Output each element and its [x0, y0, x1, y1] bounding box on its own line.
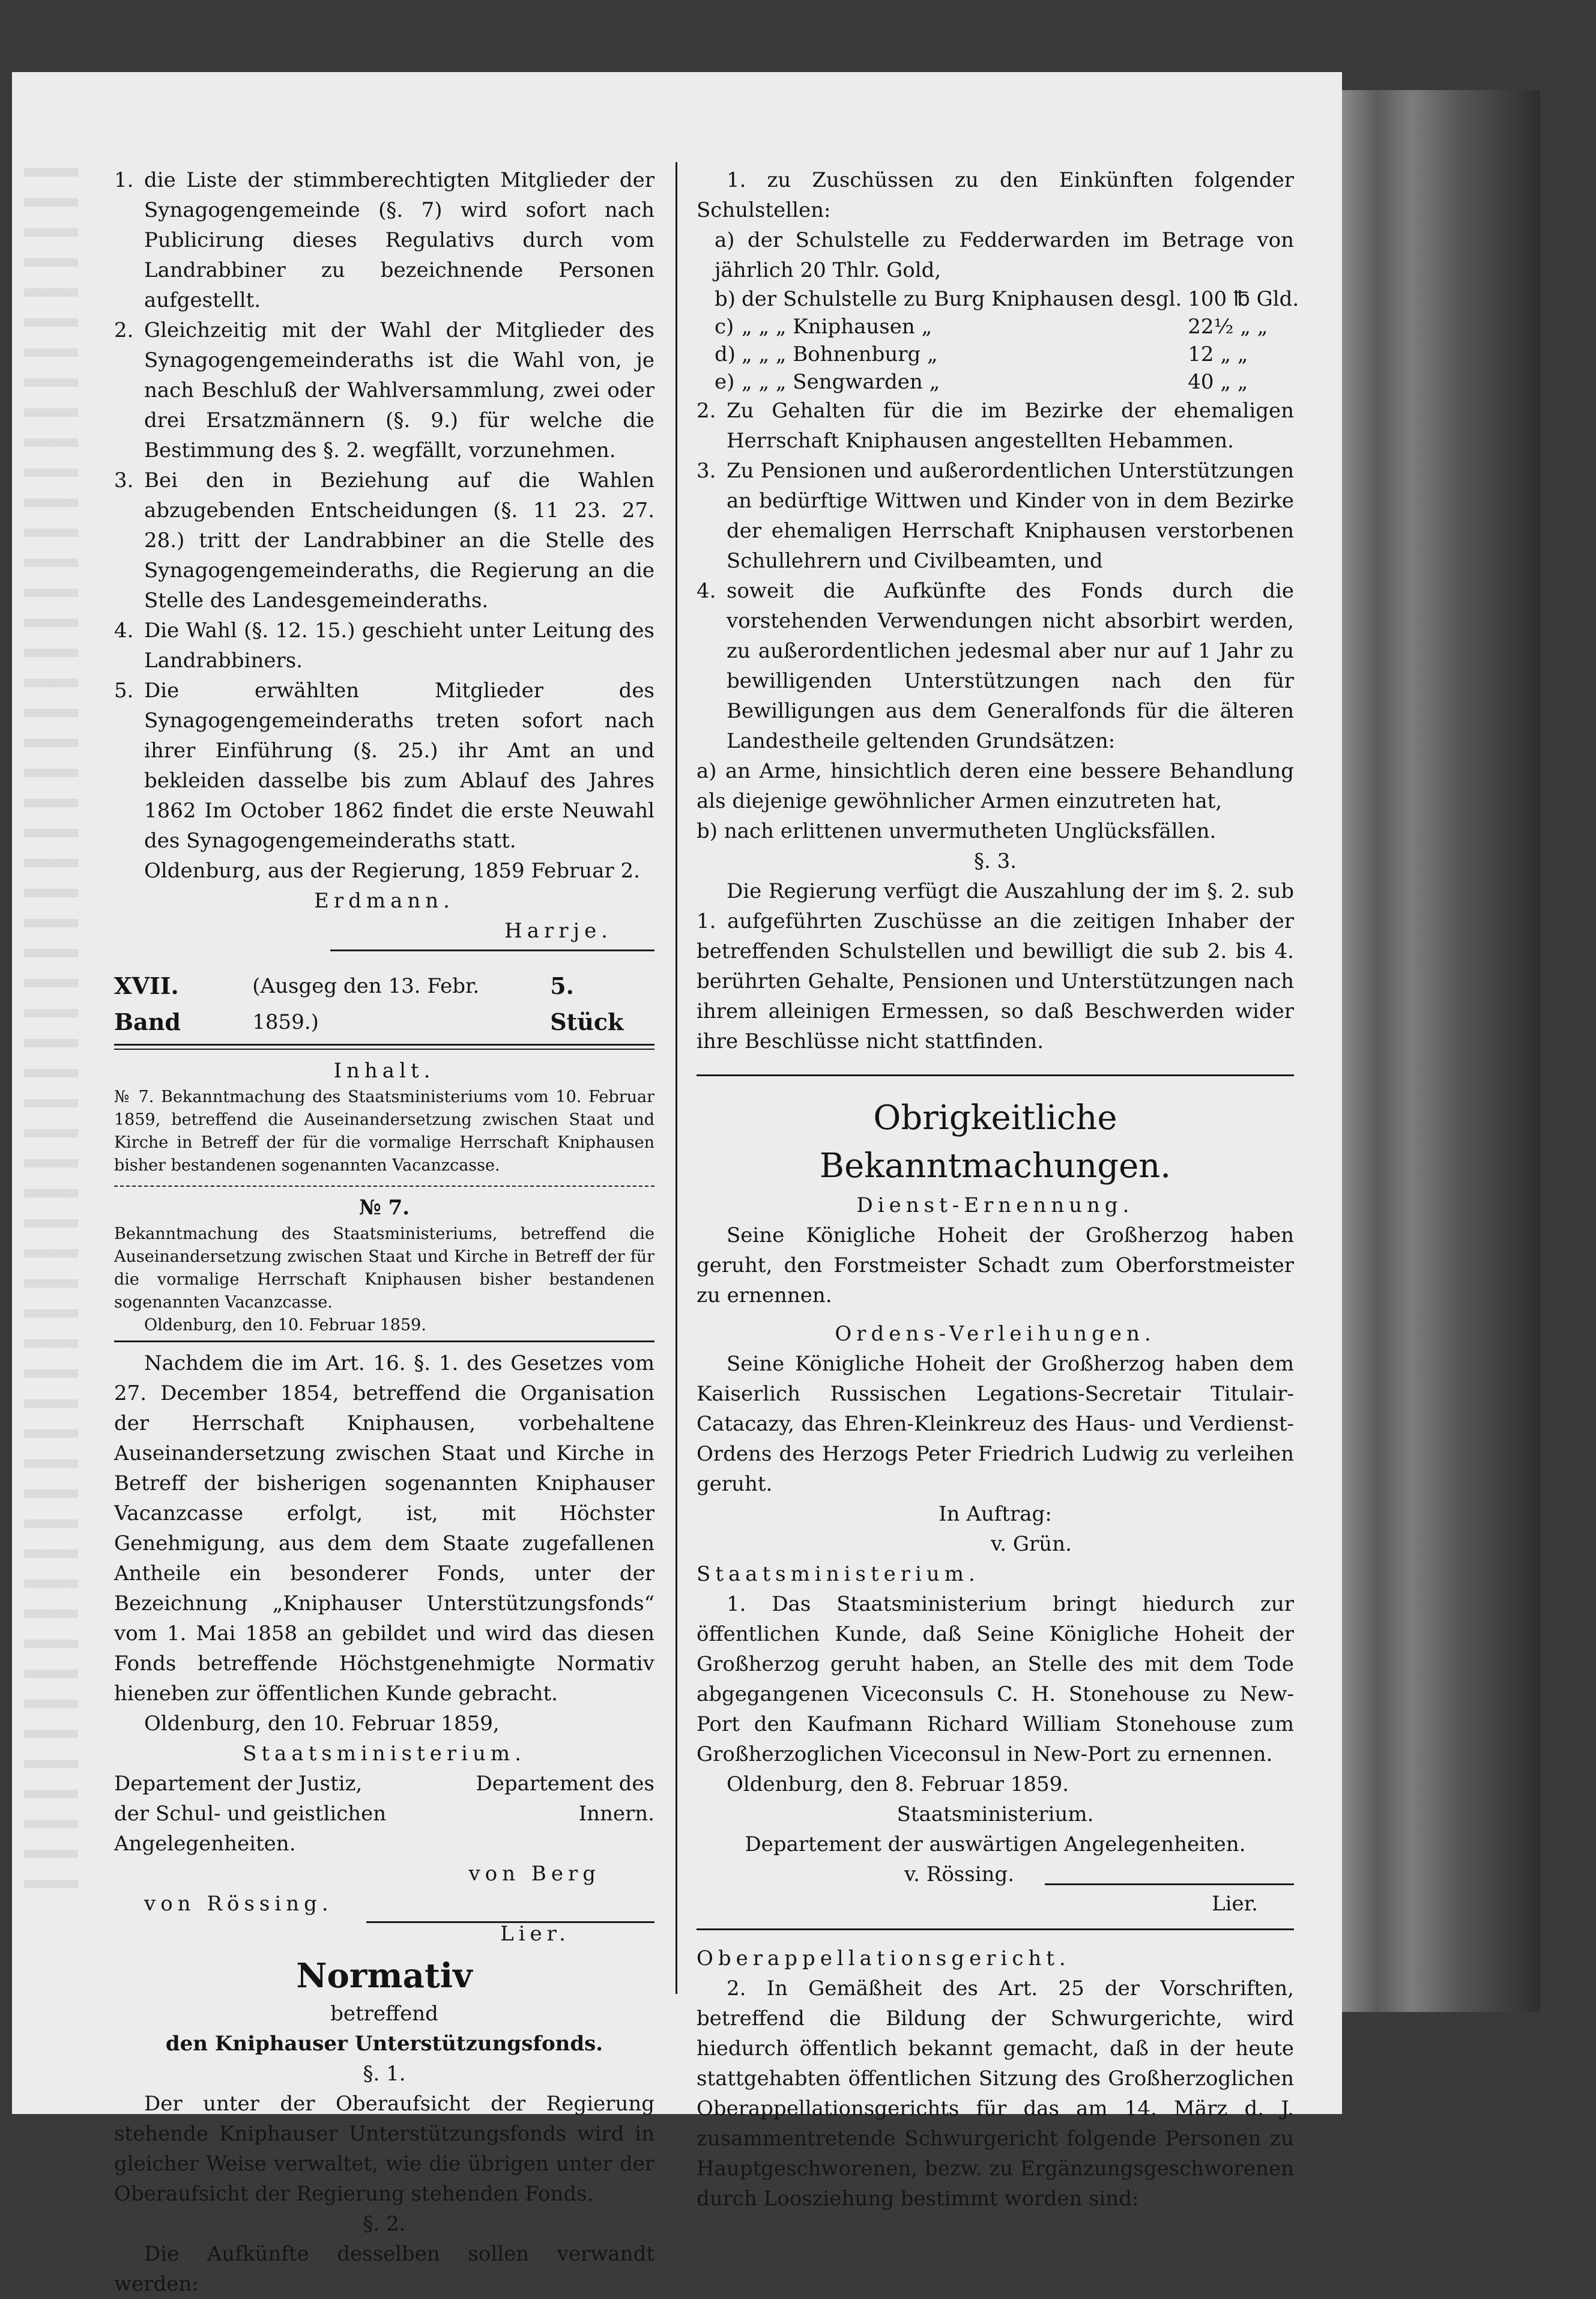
auftrag: In Auftrag: [939, 1502, 1052, 1526]
contents-title: Inhalt. [333, 1059, 435, 1083]
fund-table [715, 285, 1305, 396]
table-row: e) „ „ „ Sengwarden „ 40 „ „ [715, 370, 1248, 394]
section-text: Die Regierung verfügt die Auszahlung der im §. 2. sub 1. aufgeführten Zuschüsse an die zeitigen Inhaber der betreffenden Schulstellen und bewilligt die sub 2. bis 4. berührten Gehalte, Pensionen und Unterstützungen nach ihrem alleinigen Ermessen, so daß Beschwerden wider ihre Beschlüsse nicht stattfinden. [697, 879, 1294, 1053]
list-item: 5. Die erwählten Mitglieder des Synagogengemeinderaths treten sofort nach ihrer Einführung (§. 25.) ihr Amt an und bekleiden dasselbe bis zum Ablauf des Jahres 1862 Im October 1862 findet die erste Neuwahl des Synagogengemeinderaths statt. [114, 679, 654, 853]
list-item: 4. Die Wahl (§. 12. 15.) geschieht unter Leitung des Landrabbiners. [114, 619, 654, 673]
section-text: Der unter der Oberaufsicht der Regierung stehende Kniphauser Unterstützungsfonds wird in gleicher Weise verwaltet, wie die übrigen unter der Oberaufsicht der Regierung stehenden Fonds. [114, 2092, 654, 2206]
subsection-title: Ordens-Verleihungen. [835, 1322, 1156, 1346]
section-text: Die Aufkünfte desselben sollen verwandt werden: [114, 2242, 654, 2296]
section-heading: §. 2. [363, 2212, 406, 2236]
signature: von Berg [468, 1862, 600, 1886]
ministry-name: Staatsministerium. [896, 1802, 1094, 1826]
table-row: b) der Schulstelle zu Burg Kniphausen desgl. 100 ℔ Gld. [715, 287, 1299, 311]
list-intro: 1. zu Zuschüssen zu den Einkünften folgender Schulstellen: [697, 168, 1294, 222]
signature: Erdmann. [314, 889, 455, 913]
divider [330, 950, 654, 951]
list-item: 2. Gleichzeitig mit der Wahl der Mitglieder des Synagogengemeinderaths ist die Wahl von, je nach Beschluß der Wahlversammlung, zwei oder drei Ersatzmännern (§. 9.) für welche die Bestimmung des §. 2. wegfällt, vorzunehmen. [114, 318, 654, 462]
signature: Harrje. [504, 919, 612, 943]
subsection-text: Seine Königliche Hoheit der Großherzog haben geruht, den Forstmeister Schadt zum Oberforstmeister zu ernennen. [697, 1223, 1294, 1307]
table-row: d) „ „ „ Bohnenburg „ 12 „ „ [715, 342, 1248, 366]
notice-body-date: Oldenburg, den 10. Februar 1859, [144, 1712, 500, 1736]
departments [114, 1769, 654, 1889]
right-column [697, 165, 1299, 2214]
list-item: a) der Schulstelle zu Fedderwarden im Betrage von jährlich 20 Thlr. Gold, [715, 228, 1294, 282]
divider [697, 1928, 1294, 1930]
department-justice: Departement der Justiz, der Schul- und geistlichen Angelegenheiten. [114, 1772, 387, 1856]
subsection-title: Oberappellationsgericht. [697, 1946, 1071, 1970]
divider [1045, 1883, 1294, 1885]
issue-band: XVII. Band (Ausgeg den 13. Febr. 1859.) 5. Stück [114, 972, 624, 1035]
notice-number: № 7. [358, 1196, 410, 1220]
ministry-name: Staatsministerium. [243, 1742, 526, 1766]
regulation-items [114, 165, 654, 856]
normativ-title: Normativ [296, 1956, 473, 1996]
department: Departement der auswärtigen Angelegenheiten. [745, 1832, 1246, 1856]
divider [114, 1186, 654, 1187]
notice-date: Oldenburg, den 10. Februar 1859. [144, 1316, 426, 1334]
place-date: Oldenburg, aus der Regierung, 1859 Februar 2. [144, 859, 640, 883]
subsection-text: Seine Königliche Hoheit der Großherzog haben dem Kaiserlich Russischen Legations-Secretair Titulair-Catacazy, das Ehren-Kleinkreuz des Haus- und Verdienst-Ordens des Herzogs Peter Friedrich Ludwig zu verleihen geruht. [697, 1352, 1294, 1496]
department-interior: Departement des Innern. [476, 1772, 654, 1826]
subsection-title: Dienst-Ernennung. [856, 1193, 1134, 1217]
list-item: a) an Arme, hinsichtlich deren eine bessere Behandlung als diejenige gewöhnlicher Armen einzutreten hat, [697, 759, 1294, 813]
notice-description: Bekanntmachung des Staatsministeriums, betreffend die Auseinandersetzung zwischen Staat und Kirche in Betreff der für die vormalige Herrschaft Kniphausen bisher bestandenen sogenannten Vacanzcasse. [114, 1225, 654, 1312]
left-column [114, 165, 654, 2299]
section-title: Obrigkeitliche Bekanntmachungen. [819, 1098, 1171, 1186]
section-heading: §. 3. [973, 849, 1017, 873]
normativ-subtitle: den Kniphauser Unterstützungsfonds. [165, 2032, 603, 2056]
divider [697, 1074, 1294, 1076]
notice-body: Nachdem die im Art. 16. §. 1. des Gesetzes vom 27. December 1854, betreffend die Organisation der Herrschaft Kniphausen, vorbehaltene Auseinandersetzung zwischen Staat und Kirche in Betreff der bisherigen sogenannten Kniphauser Vacanzcasse erfolgt, ist, mit Höchster Genehmigung, aus dem dem Staate zugefallenen Antheile ein besonderer Fonds, unter der Bezeichnung „Kniphauser Unterstützungsfonds“ vom 1. Mai 1858 an gebildet und wird das diesen Fonds betreffende Höchstgenehmigte Normativ hieneben zur öffentlichen Kunde gebracht. [114, 1351, 654, 1706]
list-item: b) nach erlittenen unvermutheten Unglücksfällen. [697, 819, 1217, 843]
contents-text: № 7. Bekanntmachung des Staatsministeriums vom 10. Februar 1859, betreffend die Auseinandersetzung zwischen Staat und Kirche in Betreff der für die vormalige Herrschaft Kniphausen bisher bestandenen sogenannten Vacanzcasse. [114, 1088, 654, 1175]
signature: von Rössing. [144, 1892, 333, 1916]
normativ-betreffend: betreffend [330, 2002, 438, 2026]
column-rule [676, 162, 677, 1994]
signature: v. Rössing. [904, 1862, 1015, 1886]
subsection-text: 1. Das Staatsministerium bringt hiedurch zur öffentlichen Kunde, daß Seine Königliche Hoheit der Großherzog geruht haben, an Stelle des mit dem Tode abgegangenen Viceconsuls C. H. Stonehouse zu New-Port den Kaufmann Richard William Stonehouse zum Großherzoglichen Viceconsul in New-Port zu ernennen. [697, 1592, 1294, 1766]
signature: Lier. [500, 1922, 570, 1946]
list-item: 2. Zu Gehalten für die im Bezirke der ehemaligen Herrschaft Kniphausen angestellten Hebammen. [697, 399, 1294, 453]
table-row: c) „ „ „ Kniphausen „ 22½ „ „ [715, 315, 1268, 339]
list-item: 3. Zu Pensionen und außerordentlichen Unterstützungen an bedürftige Wittwen und Kinder von in dem Bezirke der ehemaligen Herrschaft Kniphausen verstorbenen Schullehrern und Civilbeamten, und [697, 459, 1294, 573]
section-heading: §. 1. [363, 2062, 406, 2086]
divider [114, 1340, 654, 1342]
book-edge [1342, 90, 1540, 2012]
subsection-text: 2. In Gemäßheit des Art. 25 der Vorschriften, betreffend die Bildung der Schwurgerichte, wird hiedurch öffentlich bekannt gemacht, daß in der heute stattgehabten öffentlichen Sitzung des Großherzoglichen Oberappellationsgerichts für das am 14. März d. J. zusammentretende Schwurgericht folgende Personen zu Hauptgeschworenen, bezw. zu Ergänzungsgeschworenen durch Loosziehung bestimmt worden sind: [697, 1976, 1294, 2211]
signature: v. Grün. [991, 1532, 1072, 1556]
list-item: 3. Bei den in Beziehung auf die Wahlen abzugebenden Entscheidungen (§. 11 23. 27. 28.) tritt der Landrabbiner an die Stelle des Synagogengemeinderaths, die Regierung an die Stelle des Landesgemeinderaths. [114, 468, 654, 613]
notice-date: Oldenburg, den 8. Februar 1859. [727, 1772, 1069, 1796]
bleed-through [24, 168, 78, 1910]
subsection-title: Staatsministerium. [697, 1562, 980, 1586]
signature: Lier. [1212, 1892, 1258, 1916]
list-item: 1. die Liste der stimmberechtigten Mitglieder der Synagogengemeinde (§. 7) wird sofort nach Publicirung dieses Regulativs durch vom Landrabbiner zu bezeichnende Personen aufgestellt. [114, 168, 654, 312]
divider [114, 1044, 654, 1050]
list-item: 4. soweit die Aufkünfte des Fonds durch die vorstehenden Verwendungen nicht absorbirt werden, zu außerordentlichen jedesmal aber nur auf 1 Jahr zu bewilligenden Unterstützungen nach den für Bewilligungen aus dem Generalfonds für die älteren Landestheile geltenden Grundsätzen: [697, 579, 1294, 753]
